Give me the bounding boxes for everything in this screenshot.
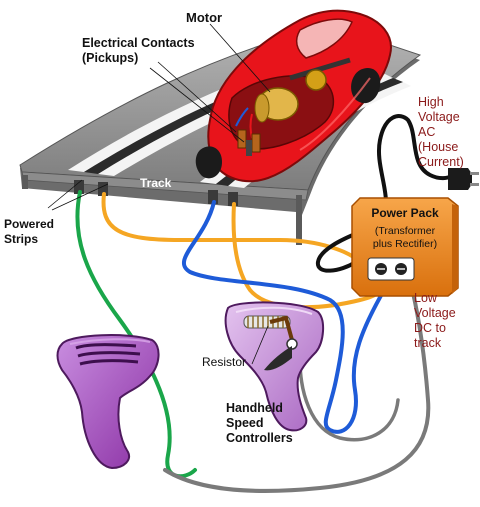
slot-car	[196, 11, 391, 182]
high-voltage-line: AC	[418, 125, 436, 139]
controllers-line: Speed	[226, 416, 264, 430]
power-pack-label: Power Pack	[371, 206, 439, 220]
low-voltage-line: Low	[414, 291, 437, 305]
powered-label: Powered	[4, 217, 55, 231]
contacts-label: Electrical Contacts	[82, 36, 195, 50]
speed-controller-left	[58, 335, 159, 468]
low-voltage-label	[414, 291, 456, 350]
track-leg	[22, 175, 28, 189]
high-voltage-line: Voltage	[418, 110, 460, 124]
track-leg	[296, 195, 302, 245]
high-voltage-line: Current)	[418, 155, 464, 169]
terminal-block	[368, 258, 414, 280]
high-voltage-line: (House	[418, 140, 459, 154]
car-gear	[306, 70, 326, 90]
low-voltage-line: DC to	[414, 321, 446, 335]
strips-label: Strips	[4, 232, 39, 246]
resistor-label: Resistor	[202, 355, 247, 369]
power-pack	[352, 198, 458, 296]
controllers-line: Controllers	[226, 431, 293, 445]
high-voltage-line: High	[418, 95, 444, 109]
low-voltage-line: track	[414, 336, 442, 350]
track-label: Track	[140, 176, 172, 190]
transformer-label: (Transformer	[374, 225, 436, 237]
rectifier-label: plus Rectifier)	[372, 238, 438, 250]
low-voltage-line: Voltage	[414, 306, 456, 320]
ac-plug	[448, 168, 479, 190]
controllers-line: Handheld	[226, 401, 283, 415]
pickups-label: (Pickups)	[82, 51, 139, 65]
motor-label: Motor	[186, 10, 223, 25]
high-voltage-label	[418, 95, 464, 169]
